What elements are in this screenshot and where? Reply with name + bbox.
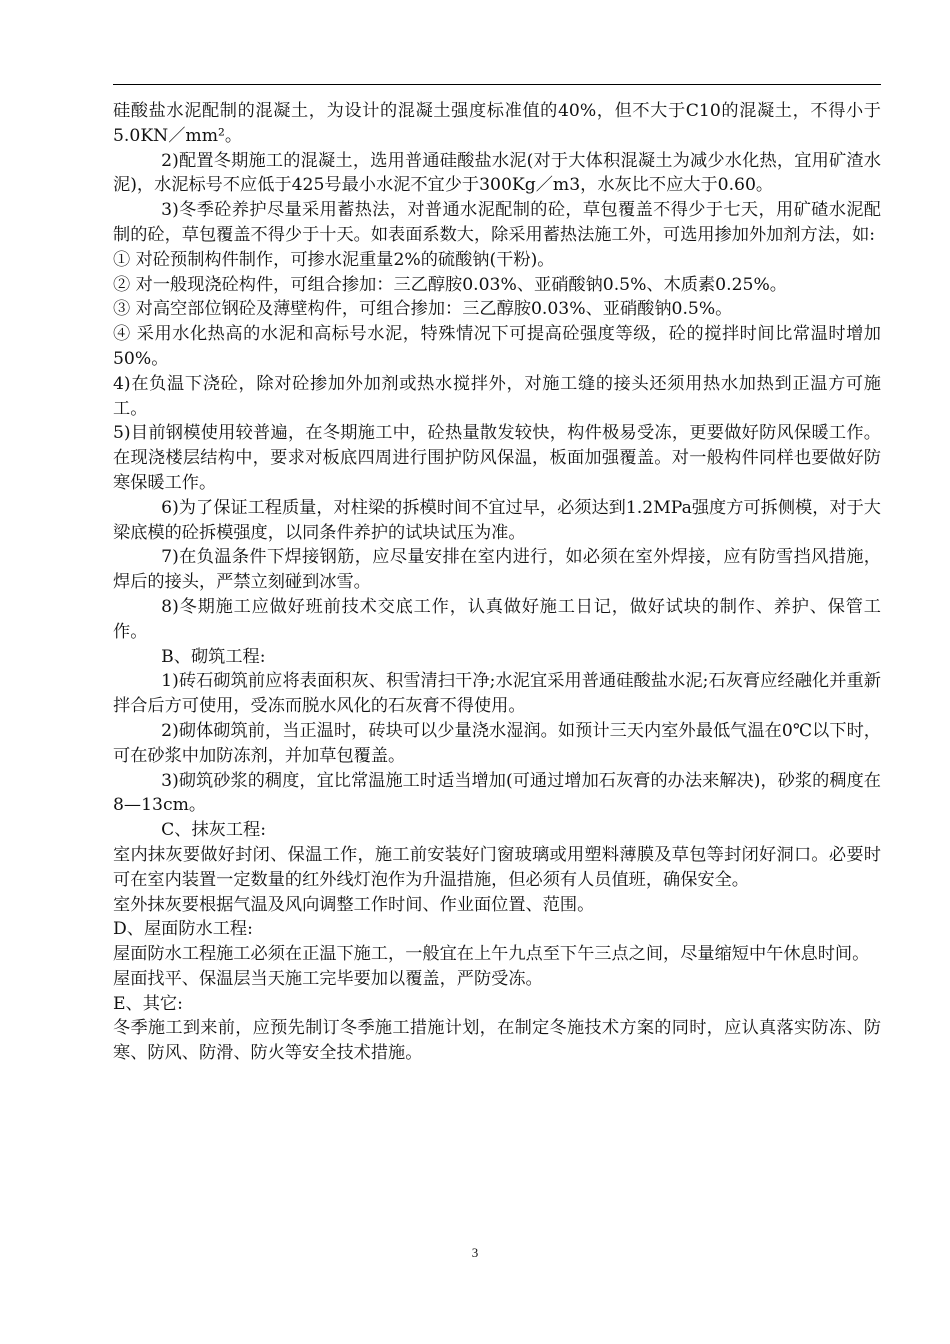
paragraph: 室内抹灰要做好封闭、保温工作，施工前安装好门窗玻璃或用塑料薄膜及草包等封闭好洞口。必要时可在室内装置一定数量的红外线灯泡作为升温措施，但必须有人员值班，确保安全。 <box>113 844 881 890</box>
section-heading: E、其它: <box>113 993 183 1014</box>
paragraph: 屋面找平、保温层当天施工完毕要加以覆盖，严防受冻。 <box>113 968 543 989</box>
document-body <box>113 99 881 1066</box>
section-heading: B、砌筑工程: <box>161 646 266 667</box>
paragraph: 屋面防水工程施工必须在正温下施工，一般宜在上午九点至下午三点之间，尽量缩短中午休息时间。 <box>113 944 870 965</box>
section-heading: C、抹灰工程: <box>161 820 267 841</box>
paragraph: 3)砌筑砂浆的稠度，宜比常温施工时适当增加(可通过增加石灰膏的办法来解决)，砂浆的稠度在8—13cm。 <box>113 770 881 816</box>
paragraph: 5)目前钢模使用较普遍，在冬期施工中，砼热量散发较快，构件极易受冻，更要做好防风保暖工作。在现浇楼层结构中，要求对板底四周进行围护防风保温，板面加强覆盖。对一般构件同样也要做好防寒保暖工作。 <box>113 423 881 493</box>
paragraph: 室外抹灰要根据气温及风向调整工作时间、作业面位置、范围。 <box>113 894 595 915</box>
paragraph: 硅酸盐水泥配制的混凝土，为设计的混凝土强度标准值的40%，但不大于C10的混凝土，不得小于5.0KN／mm²。 <box>113 101 881 146</box>
section-heading: D、屋面防水工程: <box>113 919 253 940</box>
list-item: ② 对一般现浇砼构件，可组合掺加：三乙醇胺0.03%、亚硝酸钠0.5%、木质素0.25%。 <box>113 274 787 295</box>
paragraph: 2)配置冬期施工的混凝土，选用普通硅酸盐水泥(对于大体积混凝土为减少水化热，宜用矿渣水泥)，水泥标号不应低于425号最小水泥不宜少于300Kg／m3，水灰比不应大于0.60。 <box>113 150 881 196</box>
list-item: ③ 对高空部位钢砼及薄壁构件，可组合掺加：三乙醇胺0.03%、亚硝酸钠0.5%。 <box>113 299 733 320</box>
paragraph: 8)冬期施工应做好班前技术交底工作，认真做好施工日记，做好试块的制作、养护、保管工作。 <box>113 596 881 642</box>
paragraph: 7)在负温条件下焊接钢筋，应尽量安排在室内进行，如必须在室外焊接，应有防雪挡风措施，焊后的接头，严禁立刻碰到冰雪。 <box>113 547 881 593</box>
page-number: 3 <box>471 1245 479 1260</box>
paragraph: 6)为了保证工程质量，对柱梁的拆模时间不宜过早，必须达到1.2MPa强度方可拆侧模，对于大梁底模的砼拆模强度，以同条件养护的试块试压为准。 <box>113 497 881 543</box>
paragraph: 2)砌体砌筑前，当正温时，砖块可以少量浇水湿润。如预计三天内室外最低气温在0℃以下时，可在砂浆中加防冻剂，并加草包覆盖。 <box>113 720 881 766</box>
list-item: ④ 采用水化热高的水泥和高标号水泥，特殊情况下可提高砼强度等级，砼的搅拌时间比常温时增加50%。 <box>113 324 881 369</box>
paragraph: 3)冬季砼养护尽量采用蓄热法，对普通水泥配制的砼，草包覆盖不得少于七天，用矿碴水泥配制的砼，草包覆盖不得少于十天。如表面系数大，除采用蓄热法施工外，可选用掺加外加剂方法，如: <box>113 200 881 245</box>
paragraph: 冬季施工到来前，应预先制订冬季施工措施计划，在制定冬施技术方案的同时，应认真落实防冻、防寒、防风、防滑、防火等安全技术措施。 <box>113 1018 881 1064</box>
list-item: ① 对砼预制构件制作，可掺水泥重量2%的硫酸钠(干粉)。 <box>113 249 555 270</box>
header-rule <box>113 84 881 85</box>
paragraph: 4)在负温下浇砼，除对砼掺加外加剂或热水搅拌外，对施工缝的接头还须用热水加热到正温方可施工。 <box>113 373 881 419</box>
paragraph: 1)砖石砌筑前应将表面积灰、积雪清扫干净;水泥宜采用普通硅酸盐水泥;石灰膏应经融化并重新拌合后方可使用，受冻而脱水风化的石灰膏不得使用。 <box>113 671 881 717</box>
